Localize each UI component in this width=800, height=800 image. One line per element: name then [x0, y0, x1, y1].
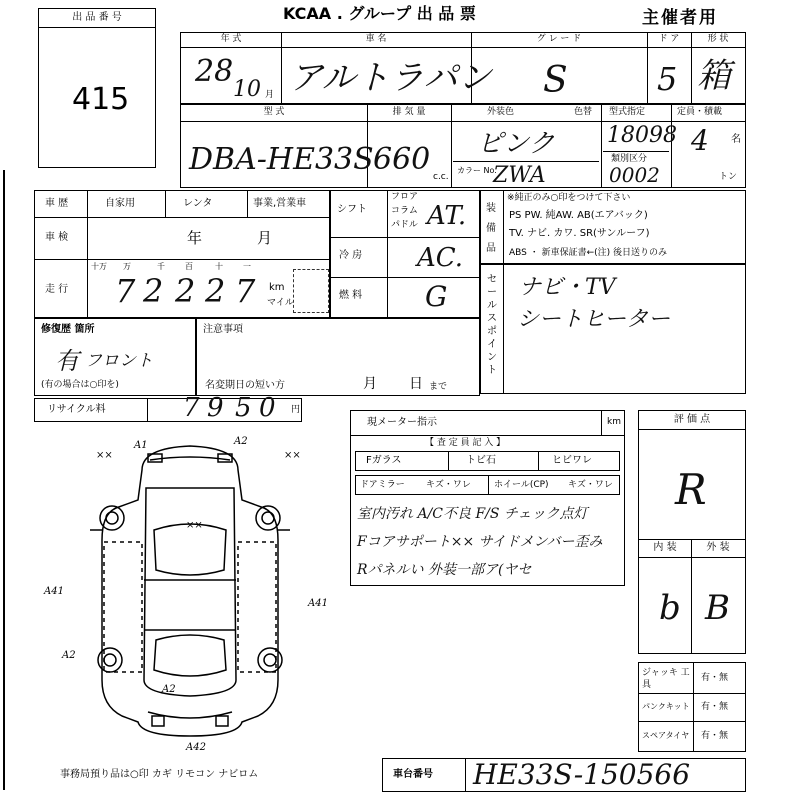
overall-score-value: R	[675, 465, 707, 514]
sales-point-line-1: ナビ・TV	[519, 275, 616, 300]
meter-km: km	[607, 417, 621, 427]
remarks-label: 注意事項	[203, 324, 243, 335]
spare-option: 有・無	[701, 731, 729, 741]
month-suffix: 月	[265, 90, 275, 100]
exterior-value: B	[705, 588, 730, 628]
type-approval-value: 18098	[607, 123, 677, 148]
lot-number-box	[38, 8, 156, 168]
sales-point-block	[480, 264, 746, 394]
repair-value: 有	[55, 347, 79, 375]
inspector-note-1: 室内汚れ A/C不良 F/S チェック点灯	[357, 506, 588, 522]
inspection-label: 車 検	[45, 232, 69, 243]
model-value: DBA-HE33S	[189, 142, 374, 177]
mirror-wheel-row: ドアミラー キズ・ワレ ホイール(CP) キズ・ワレ	[355, 475, 620, 495]
business-label: 事業,営業車	[253, 198, 307, 209]
equipment-line-3: ABS ・ 新車保証書←(注) 後日送りのみ	[509, 248, 668, 258]
puncture-option: 有・無	[701, 702, 729, 712]
fuel-label: 燃 料	[339, 290, 363, 301]
equipment-label: 装 備 品	[486, 203, 496, 254]
month-value: 10	[233, 77, 261, 102]
scan-edge	[3, 170, 5, 790]
name-change-until: まで	[429, 382, 448, 392]
puncture-label: パンクキット	[642, 702, 690, 711]
interior-value: b	[659, 588, 681, 628]
lot-number-label: 出 品 番 号	[72, 12, 122, 23]
inspector-note-2: Fコアサポート×× サイドメンバー歪み	[357, 534, 603, 550]
inspector-block	[350, 410, 625, 586]
ac-value: AC.	[417, 243, 464, 273]
ton-unit: トン	[719, 172, 738, 182]
history-block	[34, 190, 330, 318]
glass-row: Fガラス トビ石 ヒビワレ	[355, 451, 620, 471]
fuel-value: G	[425, 280, 448, 313]
inspector-header: 【 査 定 員 記 入 】	[425, 438, 506, 448]
year-value: 28	[195, 54, 234, 89]
capacity-label: 定員・積載	[677, 107, 723, 117]
car-damage-diagram	[44, 430, 330, 753]
history-label: 車 歴	[45, 198, 69, 209]
color-label: 外装色	[487, 107, 515, 117]
km-label: km	[269, 282, 285, 293]
inspection-month: 月	[257, 229, 273, 247]
private-label: 自家用	[105, 198, 135, 209]
name-change-label: 名変期日の短い方	[205, 380, 285, 391]
displacement-label: 排 気 量	[392, 107, 426, 117]
mark-a42-bottom: A42	[186, 742, 206, 753]
class-label: 類別区分	[611, 154, 648, 164]
office-note: 事務局預り品は○印 カギ リモコン ナビロム	[60, 769, 259, 780]
mileage-mark-box	[293, 269, 329, 313]
sales-point-line-2: シートヒーター	[517, 307, 671, 332]
form-title: KCAA . グループ 出 品 票	[283, 4, 476, 23]
recycle-digits: 7 9 5 0	[183, 393, 276, 423]
mark-a1-left: A1	[134, 440, 148, 451]
chassis-value: HE33S-150566	[473, 758, 691, 791]
mark-a2-top: A2	[234, 436, 248, 447]
car-name-value: アルトラパン	[289, 58, 492, 98]
cc-unit: c.c.	[433, 172, 449, 182]
mark-a2-rear: A2	[162, 684, 176, 695]
chassis-label: 車台番号	[393, 769, 433, 780]
lot-number: 415	[72, 82, 130, 117]
doors-label: ド ア	[658, 34, 680, 44]
vehicle-row-2	[180, 104, 746, 188]
mark-a2-left: A2	[62, 650, 76, 661]
equipment-block	[480, 190, 746, 264]
recycle-label: リサイクル料	[47, 404, 106, 415]
type-approval-label: 型式指定	[609, 107, 646, 117]
mileage-label: 走 行	[45, 284, 69, 295]
recycle-yen: 円	[291, 405, 301, 415]
repair-label: 修復歴 箇所	[41, 324, 95, 335]
mileage-digit-labels: 十万 万 千 百 十 一	[91, 262, 251, 271]
mark-a41-left: A41	[44, 586, 64, 597]
doors-value: 5	[657, 60, 678, 98]
equipment-note: ※純正のみ○印をつけて下さい	[507, 193, 631, 203]
recolor-label: 色替	[574, 107, 593, 117]
interior-label: 内 装	[653, 542, 677, 553]
model-label: 型 式	[263, 107, 285, 117]
inspector-note-3: Rパネルい 外装一部ア(ヤセ	[357, 562, 532, 578]
column-label: コラム	[391, 206, 418, 216]
class-value: 0002	[609, 163, 660, 187]
body-label: 形 状	[707, 34, 729, 44]
overall-score-label: 評 価 点	[673, 414, 711, 425]
repair-note: (有の場合は○印を)	[41, 380, 119, 390]
name-change-month: 月	[363, 376, 377, 392]
vehicle-row-1	[180, 32, 746, 104]
mark-xx-right: ××	[284, 450, 301, 461]
score-block	[638, 410, 746, 654]
rental-label: レンタ	[183, 198, 213, 209]
exterior-label: 外 装	[706, 542, 730, 553]
drive-block	[330, 190, 480, 318]
mark-xx-roof: ××	[186, 520, 203, 531]
chassis-block	[382, 758, 746, 792]
equipment-line-2: TV. ナビ. カワ. SR(サンルーフ)	[509, 228, 650, 239]
ac-label: 冷 房	[339, 250, 363, 261]
displacement-value: 660	[373, 142, 431, 177]
inspection-year: 年	[187, 229, 203, 247]
organizer-label: 主催者用	[642, 8, 718, 28]
capacity-value: 4	[691, 124, 709, 157]
repair-location: フロント	[85, 351, 153, 371]
mile-label: マイル	[267, 298, 294, 308]
tools-block	[638, 662, 746, 752]
color-no-label: カラー No.	[457, 166, 497, 175]
jack-label: ジャッキ 工 具	[642, 668, 690, 690]
name-change-day: 日	[409, 376, 423, 392]
recycle-block	[34, 393, 302, 423]
car-name-label: 車 名	[365, 34, 387, 44]
color-no-value: ZWA	[493, 163, 546, 188]
mileage-digits: 7 2 2 2 7	[115, 272, 256, 310]
grade-value: S	[543, 60, 568, 101]
floor-label: フロア	[391, 192, 419, 202]
grade-label: グ レ ー ド	[536, 34, 582, 44]
paddle-label: パドル	[391, 220, 418, 230]
remarks-block	[196, 318, 480, 396]
equipment-line-1: PS PW. 純AW. AB(エアバック)	[509, 210, 648, 221]
spare-label: スペアタイヤ	[642, 731, 690, 740]
color-value: ピンク	[477, 129, 555, 159]
capacity-unit: 名	[731, 134, 741, 145]
sales-point-label: セールスポイント	[487, 274, 497, 376]
jack-option: 有・無	[701, 673, 729, 683]
shift-value: AT.	[427, 201, 467, 231]
repair-block	[34, 318, 196, 396]
body-value: 箱	[697, 56, 731, 96]
mark-a41-right: A41	[308, 598, 328, 609]
shift-label: シフト	[337, 204, 367, 215]
year-label: 年 式	[220, 34, 242, 44]
mark-xx-left: ××	[96, 450, 113, 461]
meter-label: 現メーター指示	[367, 417, 437, 428]
